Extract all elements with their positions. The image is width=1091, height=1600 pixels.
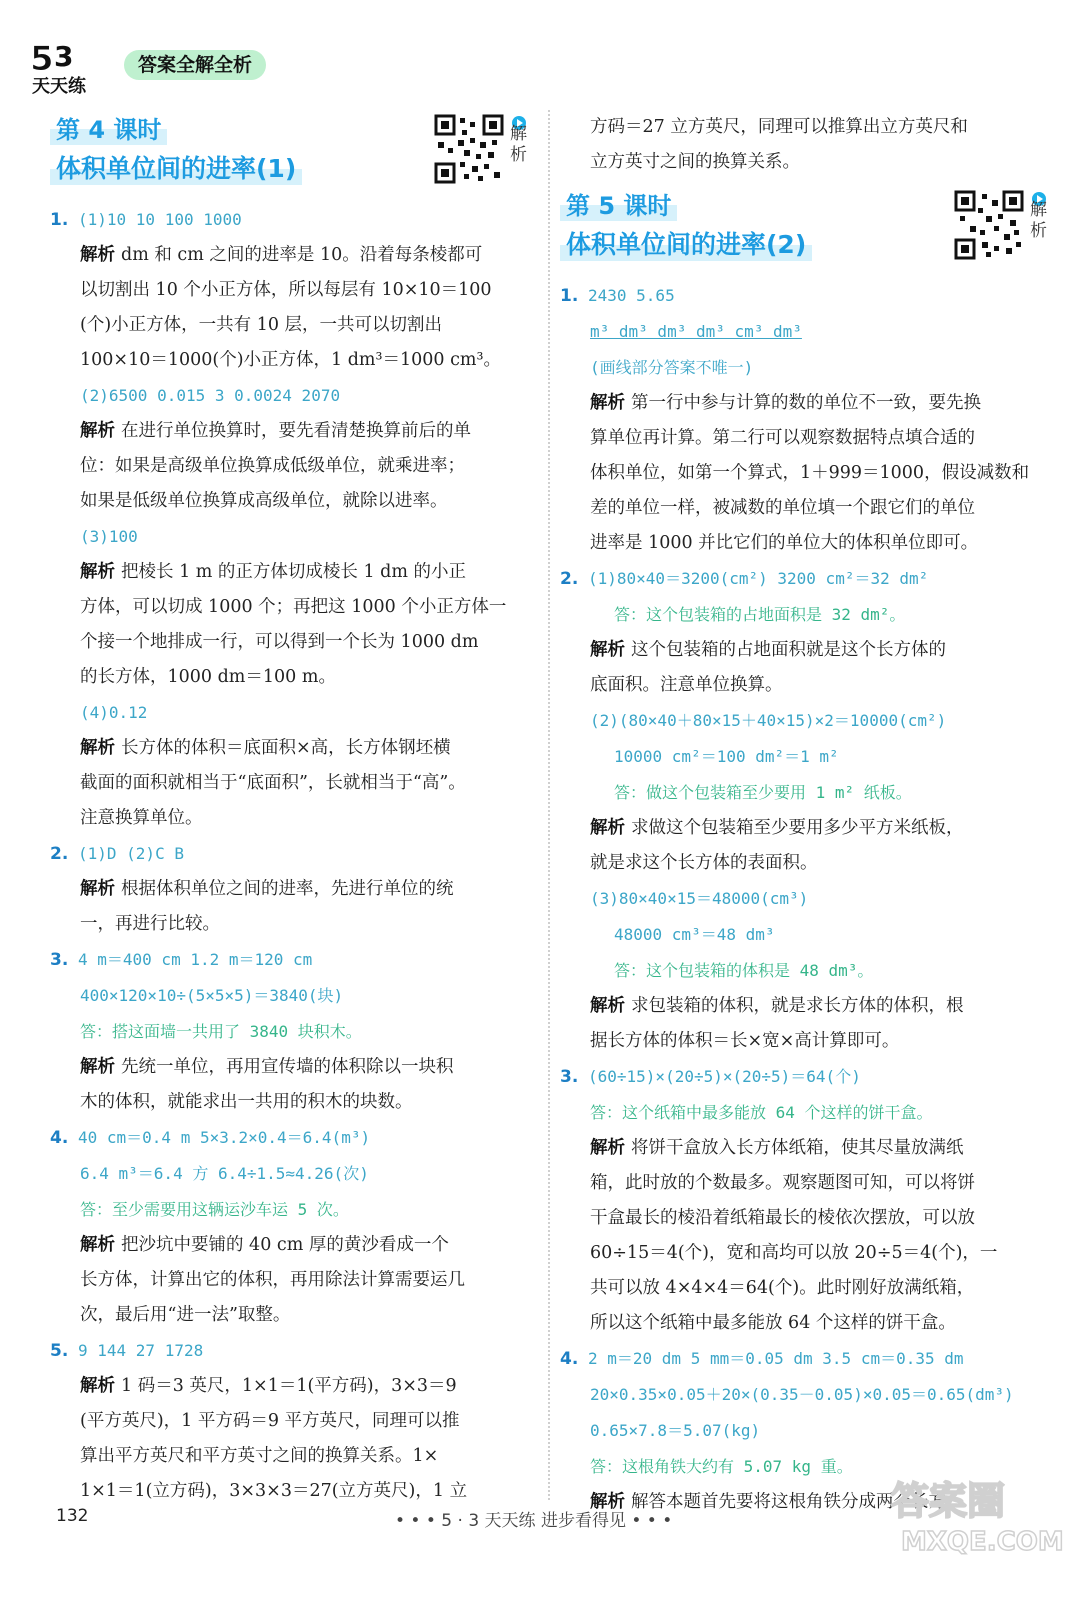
svg-text:3: 3 [54,40,74,73]
left-answer-list [50,202,540,1509]
line-text: 10000 cm²＝100 dm²＝1 m² [614,747,839,766]
question-number: 1. [50,210,69,230]
line-text: (1)80×40＝3200(cm²) 3200 cm²＝32 dm² [588,569,929,588]
explanation-line [50,872,540,907]
explanation-tag: 解析 [80,245,115,265]
line-text: 答：至少需要用这辆运沙车运 5 次。 [80,1200,349,1219]
line-text: 答：做这个包装箱至少要用 1 m² 纸板。 [614,783,912,802]
question-number: 2. [560,569,579,589]
question-number: 4. [50,1128,69,1148]
explanation-line [50,801,540,836]
line-text: (1)D (2)C B [78,844,184,863]
answer-line [560,881,1060,917]
page-number: 132 [56,1506,89,1526]
line-text: m³ dm³ dm³ dm³ cm³ dm³ [590,322,802,341]
line-text: 求做这个包装箱至少要用多少平方米纸板， [631,818,964,838]
page-header [28,36,328,96]
lesson-5-heading [560,186,1060,270]
lesson-subtitle: 体积单位间的进率(2) [560,225,812,261]
explanation-line [50,590,540,625]
left-column [50,110,540,1509]
line-text: 位：如果是高级单位换算成低级单位，就乘进率； [80,456,465,476]
explanation-tag: 解析 [590,818,625,838]
explanation-tag: 解析 [80,1057,115,1077]
answer-line [50,942,540,978]
explanation-line [560,633,1060,668]
explanation-line [560,491,1060,526]
line-text: 注意换算单位。 [80,808,203,828]
answer-line [50,836,540,872]
answer-line [560,1377,1060,1413]
explanation-line [560,1201,1060,1236]
answer-line [560,953,1060,989]
answer-line [560,597,1060,633]
question-number: 5. [50,1341,69,1361]
line-text: 答：这根角铁大约有 5.07 kg 重。 [590,1457,853,1476]
explanation-line [50,414,540,449]
line-text: 100×10＝1000(个)小正方体，1 dm³＝1000 cm³。 [80,350,502,370]
line-text: 个接一个地排成一行，可以得到一个长为 1000 dm [80,632,479,652]
column-divider [548,110,550,1500]
explanation-tag: 解析 [590,1138,625,1158]
qr-label: 解析 [510,124,527,165]
line-text: (4)0.12 [80,703,148,722]
explanation-line [560,1236,1060,1271]
line-text: 9 144 27 1728 [78,1341,204,1360]
brand-logo-icon [28,36,118,96]
explanation-line [560,668,1060,703]
lesson-title: 第 4 课时 [50,110,167,145]
line-text: 求包装箱的体积，就是求长方体的体积，根 [631,996,964,1016]
line-text: 长方体，计算出它的体积，再用除法计算需要运几 [80,1270,465,1290]
explanation-tag: 解析 [80,1235,115,1255]
line-text: 共可以放 4×4×4＝64(个)。此时刚好放满纸箱， [590,1278,975,1298]
line-text: (2)(80×40＋80×15＋40×15)×2＝10000(cm²) [590,711,947,730]
answer-line [50,1120,540,1156]
explanation-tag: 解析 [80,879,115,899]
explanation-tag: 解析 [590,1492,625,1512]
right-intro [560,110,1060,180]
line-text: 20×0.35×0.05＋20×(0.35－0.05)×0.05＝0.65(dm³) [590,1385,1014,1404]
line-text: dm 和 cm 之间的进率是 10。沿着每条棱都可 [121,245,483,265]
line-text: 将饼干盒放入长方体纸箱，使其尽量放满纸 [631,1138,964,1158]
line-text: 1×1＝1(立方码)，3×3×3＝27(立方英尺)，1 立 [80,1481,468,1501]
explanation-tag: 解析 [80,738,115,758]
line-text: 400×120×10÷(5×5×5)＝3840(块) [80,986,344,1005]
lesson-subtitle: 体积单位间的进率(1) [50,149,302,185]
qr-code-icon[interactable] [434,114,504,184]
explanation-line [50,484,540,519]
line-text: 据长方体的体积＝长×宽×高计算即可。 [590,1031,900,1051]
answer-line [50,695,540,731]
line-text: 体积单位，如第一个算式，1＋999＝1000，假设减数和 [590,463,1030,483]
line-text: (1)10 10 100 1000 [78,210,242,229]
line-text: 1 码＝3 英尺，1×1＝1(平方码)，3×3＝9 [121,1376,457,1396]
explanation-tag: 解析 [590,640,625,660]
line-text: (画线部分答案不唯一) [590,358,754,377]
line-text: 在进行单位换算时，要先看清楚换算前后的单 [121,421,471,441]
question-number: 3. [50,950,69,970]
explanation-line [560,456,1060,491]
explanation-tag: 解析 [80,562,115,582]
right-answer-list [560,278,1060,1520]
explanation-tag: 解析 [590,393,625,413]
line-text: 次，最后用“进一法”取整。 [80,1305,291,1325]
line-text: (个)小正方体，一共有 10 层，一共可以切割出 [80,315,443,335]
line-text: 48000 cm³＝48 dm³ [614,925,775,944]
explanation-line [50,1085,540,1120]
answer-line [560,1095,1060,1131]
line-text: 的长方体，1000 dm＝100 m。 [80,667,336,687]
explanation-tag: 解析 [80,421,115,441]
explanation-line [50,660,540,695]
svg-text:天天练: 天天练 [32,76,86,96]
explanation-line [50,625,540,660]
line-text: 底面积。注意单位换算。 [590,675,783,695]
line-text: 6.4 m³＝6.4 方 6.4÷1.5≈4.26(次) [80,1164,369,1183]
svg-text:MXQE.COM: MXQE.COM [901,1527,1064,1557]
right-column [560,110,1060,1520]
explanation-line [50,343,540,378]
explanation-line [560,1024,1060,1059]
answer-line [560,917,1060,953]
lesson-4-heading [50,110,540,194]
line-text: 进率是 1000 并比它们的单位大的体积单位即可。 [590,533,979,553]
explanation-line [50,1228,540,1263]
line-text: 40 cm＝0.4 m 5×3.2×0.4＝6.4(m³) [78,1128,371,1147]
qr-label: 解析 [1030,200,1047,241]
explanation-line [50,1439,540,1474]
line-text: 长方体的体积＝底面积×高，长方体钢坯横 [121,738,451,758]
line-text: 先统一单位，再用宣传墙的体积除以一块积 [121,1057,454,1077]
line-text: 60÷15＝4(个)，宽和高均可以放 20÷5＝4(个)，一 [590,1243,998,1263]
line-text: 木的体积，就能求出一共用的积木的块数。 [80,1092,413,1112]
answer-line [560,703,1060,739]
answer-line [560,739,1060,775]
line-text: 把棱长 1 m 的正方体切成棱长 1 dm 的小正 [121,562,467,582]
answer-line [50,978,540,1014]
explanation-tag: 解析 [590,996,625,1016]
answer-line [50,1014,540,1050]
question-number: 3. [560,1067,579,1087]
answer-line [50,1156,540,1192]
question-number: 4. [560,1349,579,1369]
line-text: (3)80×40×15＝48000(cm³) [590,889,809,908]
explanation-tag: 解析 [80,1376,115,1396]
question-number: 1. [560,286,579,306]
answer-line [560,561,1060,597]
explanation-line [560,1306,1060,1341]
explanation-line: 立方英寸之间的换算关系。 [590,152,800,172]
line-text: 0.65×7.8＝5.07(kg) [590,1421,761,1440]
line-text: 方体，可以切成 1000 个；再把这 1000 个小正方体一 [80,597,507,617]
answer-line [50,1192,540,1228]
line-text: 干盒最长的棱沿着纸箱最长的棱依次摆放，可以放 [590,1208,975,1228]
line-text: 把沙坑中要铺的 40 cm 厚的黄沙看成一个 [121,1235,449,1255]
answer-line [560,1413,1060,1449]
line-text: 算单位再计算。第二行可以观察数据特点填合适的 [590,428,975,448]
explanation-line [50,238,540,273]
explanation-line [560,526,1060,561]
line-text: 答：这个纸箱中最多能放 64 个这样的饼干盒。 [590,1103,933,1122]
svg-text:5: 5 [30,39,54,79]
explanation-line [560,1271,1060,1306]
line-text: (3)100 [80,527,138,546]
line-text: 截面的面积就相当于“底面积”，长就相当于“高”。 [80,773,466,793]
line-text: 所以这个纸箱中最多能放 64 个这样的饼干盒。 [590,1313,956,1333]
line-text: 答：这个包装箱的体积是 48 dm³。 [614,961,874,980]
explanation-line [50,907,540,942]
explanation-line [560,421,1060,456]
lesson-title: 第 5 课时 [560,186,677,221]
line-text: 2430 5.65 [588,286,675,305]
answer-line [560,278,1060,314]
line-text: 一，再进行比较。 [80,914,220,934]
line-text: 4 m＝400 cm 1.2 m＝120 cm [78,950,313,969]
answer-line [50,202,540,238]
line-text: 以切割出 10 个小正方体，所以每层有 10×10＝100 [80,280,492,300]
svg-text:答案圈: 答案圈 [891,1479,1006,1523]
line-text: 这个包装箱的占地面积就是这个长方体的 [631,640,946,660]
explanation-line [560,846,1060,881]
line-text: 算出平方英尺和平方英寸之间的换算关系。1× [80,1446,439,1466]
line-text: 2 m＝20 dm 5 mm＝0.05 dm 3.5 cm＝0.35 dm [588,1349,964,1368]
line-text: 答：搭这面墙一共用了 3840 块积木。 [80,1022,362,1041]
explanation-line [50,308,540,343]
line-text: 箱，此时放的个数最多。观察题图可知，可以将饼 [590,1173,975,1193]
answer-line [560,775,1060,811]
explanation-line [50,1263,540,1298]
explanation-line [560,1131,1060,1166]
explanation-line [50,449,540,484]
explanation-line [560,386,1060,421]
explanation-line [50,1404,540,1439]
qr-code-icon[interactable] [954,190,1024,260]
line-text: 如果是低级单位换算成高级单位，就除以进率。 [80,491,448,511]
explanation-line [50,1369,540,1404]
answer-line [50,519,540,555]
answer-line [560,1059,1060,1095]
explanation-line [50,555,540,590]
line-text: 根据体积单位之间的进率，先进行单位的统 [121,879,454,899]
header-banner: 答案全解全析 [124,50,266,80]
line-text: 就是求这个长方体的表面积。 [590,853,818,873]
line-text: (60÷15)×(20÷5)×(20÷5)＝64(个) [588,1067,861,1086]
question-number: 2. [50,844,69,864]
answer-line [50,378,540,414]
explanation-line [50,1298,540,1333]
line-text: 第一行中参与计算的数的单位不一致，要先换 [631,393,981,413]
line-text: 解答本题首先要将这根角铁分成两个长方 [631,1492,946,1512]
explanation-line [50,1050,540,1085]
line-text: (2)6500 0.015 3 0.0024 2070 [80,386,341,405]
footer-slogan: • • • 5 · 3 天天练 进步看得见 • • • [395,1511,673,1531]
answer-line [560,1341,1060,1377]
line-text: 答：这个包装箱的占地面积是 32 dm²。 [614,605,906,624]
explanation-line [50,273,540,308]
explanation-line [560,1166,1060,1201]
line-text: (平方英尺)，1 平方码＝9 平方英尺，同理可以推 [80,1411,460,1431]
explanation-line [560,811,1060,846]
explanation-line: 方码＝27 立方英尺，同理可以推算出立方英尺和 [590,117,968,137]
explanation-line [50,766,540,801]
watermark-logo-icon [881,1470,1081,1560]
explanation-line [50,731,540,766]
answer-line [560,350,1060,386]
answer-line [560,314,1060,350]
explanation-line [560,989,1060,1024]
line-text: 差的单位一样，被减数的单位填一个跟它们的单位 [590,498,975,518]
answer-line [50,1333,540,1369]
